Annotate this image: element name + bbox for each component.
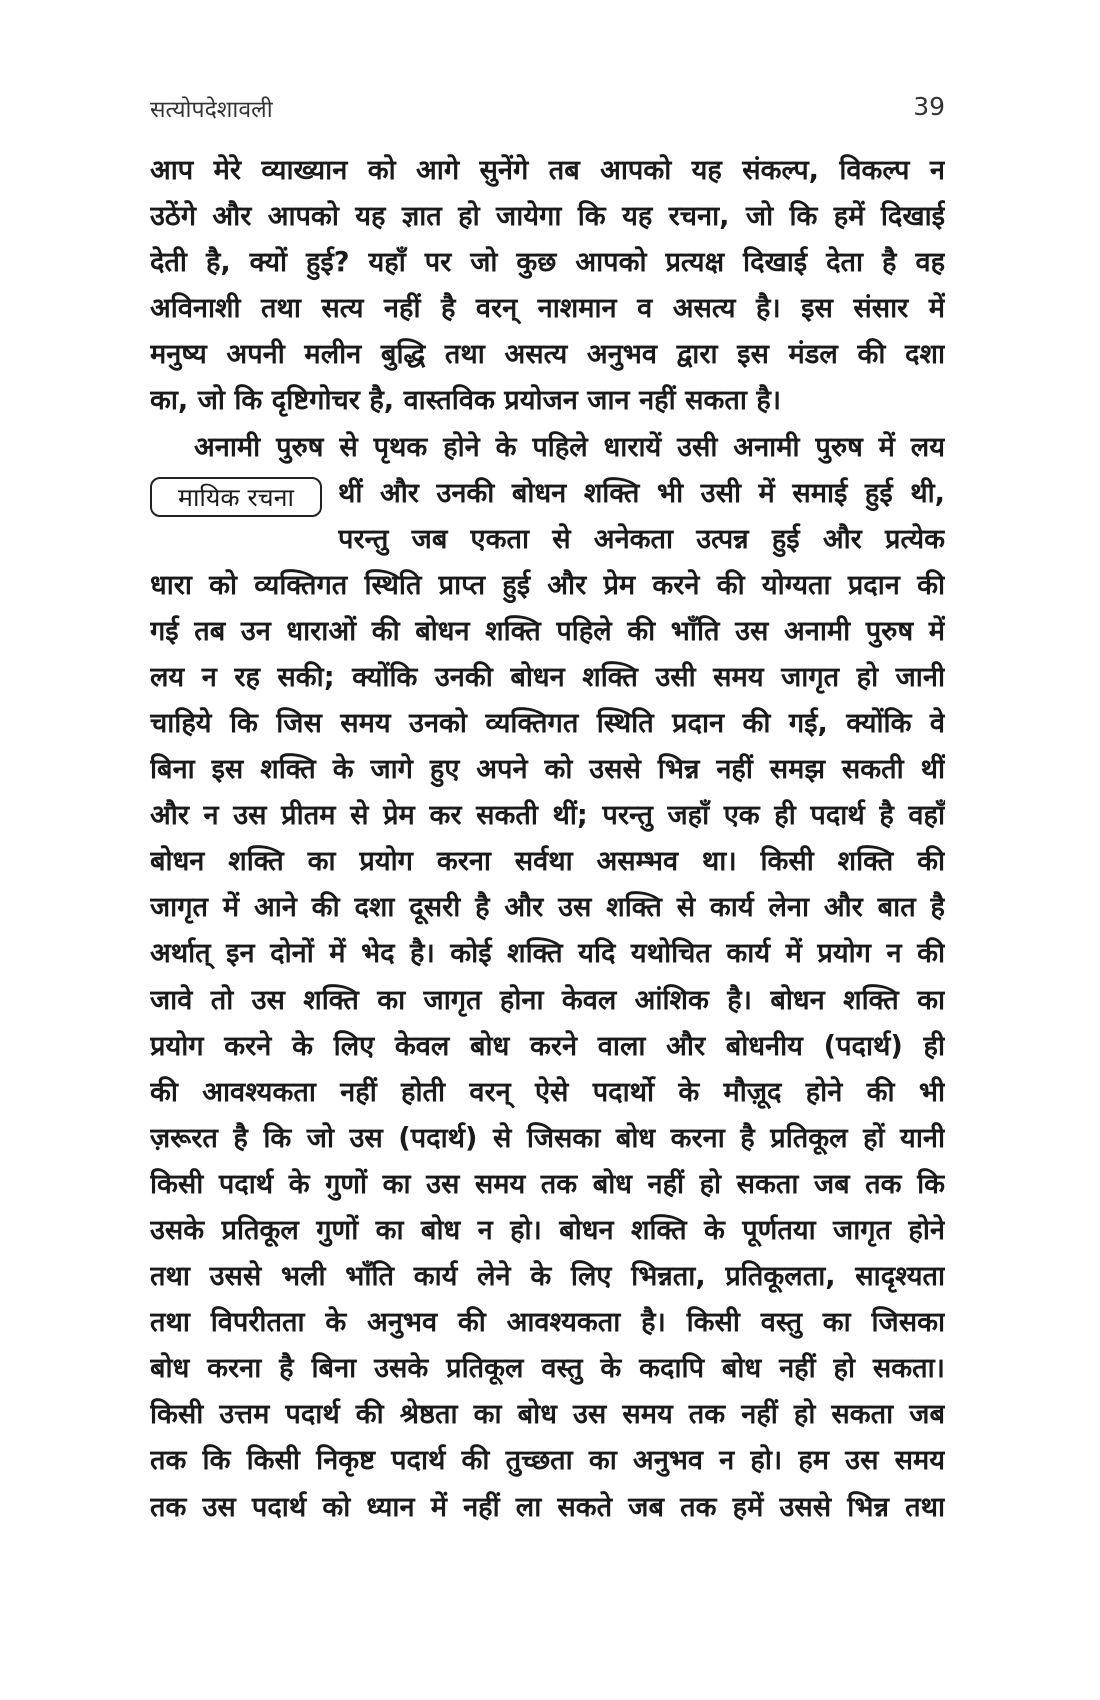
text-line: आप मेरे व्याख्यान को आगे सुनेंगे तब आपको यह संकल्प, विकल्प न bbox=[150, 155, 945, 186]
text-line: धारा को व्यक्तिगत स्थिति प्राप्त हुई और प्रेम करने की योग्यता प्रदान की bbox=[150, 569, 945, 601]
text-line: लय न रह सकी; क्योंकि उनकी बोधन शक्ति उसी समय जागृत हो जानी bbox=[150, 661, 945, 693]
side-note-block bbox=[150, 471, 945, 563]
text-line: तथा उससे भली भाँति कार्य लेने के लिए भिन्नता, प्रतिकूलता, सादृश्यता bbox=[150, 1261, 945, 1293]
text-line: किसी उत्तम पदार्थ की श्रेष्ठता का बोध उस समय तक नहीं हो सकता जब bbox=[150, 1399, 945, 1431]
text-line: किसी पदार्थ के गुणों का उस समय तक बोध नहीं हो सकता जब तक कि bbox=[150, 1168, 945, 1200]
text-line: और न उस प्रीतम से प्रेम कर सकती थीं; परन्तु जहाँ एक ही पदार्थ है वहाँ bbox=[150, 800, 945, 832]
text-line: परन्तु जब एकता से अनेकता उत्पन्न हुई और प्रत्येक bbox=[338, 523, 945, 555]
text-line: जागृत में आने की दशा दूसरी है और उस शक्ति से कार्य लेना और बात है bbox=[150, 892, 945, 924]
running-title: सत्योपदेशावली bbox=[150, 97, 273, 123]
paragraph-2 bbox=[150, 425, 945, 1531]
text-line: जावे तो उस शक्ति का जागृत होना केवल आंशिक है। बोधन शक्ति का bbox=[150, 984, 945, 1016]
side-note-box: मायिक रचना bbox=[150, 477, 322, 517]
text-line: उठेंगे और आपको यह ज्ञात हो जायेगा कि यह रचना, जो कि हमें दिखाई bbox=[150, 201, 945, 233]
body-text bbox=[150, 148, 945, 1531]
text-line: तक कि किसी निकृष्ट पदार्थ की तुच्छता का अनुभव न हो। हम उस समय bbox=[150, 1445, 945, 1477]
text-line: चाहिये कि जिस समय उनको व्यक्तिगत स्थिति प्रदान की गई, क्योंकि वे bbox=[150, 707, 945, 739]
text-line: अविनाशी तथा सत्य नहीं है वरन् नाशमान व असत्य है। इस संसार में bbox=[150, 293, 945, 325]
page-header bbox=[150, 92, 945, 132]
text-line: प्रयोग करने के लिए केवल बोध करने वाला और बोधनीय (पदार्थ) ही bbox=[150, 1030, 945, 1062]
text-line: उसके प्रतिकूल गुणों का बोध न हो। बोधन शक्ति के पूर्णतया जागृत होने bbox=[150, 1214, 945, 1246]
text-line: ज़रूरत है कि जो उस (पदार्थ) से जिसका बोध करना है प्रतिकूल हों यानी bbox=[150, 1122, 945, 1154]
text-line: अर्थात् इन दोनों में भेद है। कोई शक्ति यदि यथोचित कार्य में प्रयोग न की bbox=[150, 938, 945, 970]
text-line: बिना इस शक्ति के जागे हुए अपने को उससे भिन्न नहीं समझ सकती थीं bbox=[150, 754, 945, 786]
text-line: मनुष्य अपनी मलीन बुद्धि तथा असत्य अनुभव द्वारा इस मंडल की दशा bbox=[150, 339, 945, 371]
text-line: तथा विपरीतता के अनुभव की आवश्यकता है। किसी वस्तु का जिसका bbox=[150, 1307, 945, 1339]
text-line: तक उस पदार्थ को ध्यान में नहीं ला सकते जब तक हमें उससे भिन्न तथा bbox=[150, 1491, 945, 1523]
text-line: बोधन शक्ति का प्रयोग करना सर्वथा असम्भव था। किसी शक्ति की bbox=[150, 846, 945, 878]
text-line: की आवश्यकता नहीं होती वरन् ऐसे पदार्थो के मौज़ूद होने की भी bbox=[150, 1076, 945, 1108]
text-line: बोध करना है बिना उसके प्रतिकूल वस्तु के कदापि बोध नहीं हो सकता। bbox=[150, 1353, 945, 1385]
page-number: 39 bbox=[913, 92, 945, 121]
text-line: थीं और उनकी बोधन शक्ति भी उसी में समाई हुई थी, bbox=[338, 477, 945, 509]
text-line: देती है, क्यों हुई? यहाँ पर जो कुछ आपको प्रत्यक्ष दिखाई देता है वह bbox=[150, 247, 945, 279]
side-lines bbox=[338, 471, 945, 563]
text-line: गई तब उन धाराओं की बोधन शक्ति पहिले की भाँति उस अनामी पुरुष में bbox=[150, 615, 945, 647]
text-line: अनामी पुरुष से पृथक होने के पहिले धारायें उसी अनामी पुरुष में लय bbox=[194, 431, 945, 463]
paragraph-1 bbox=[150, 148, 945, 425]
text-line: का, जो कि दृष्टिगोचर है, वास्तविक प्रयोजन जान नहीं सकता है। bbox=[150, 385, 782, 417]
